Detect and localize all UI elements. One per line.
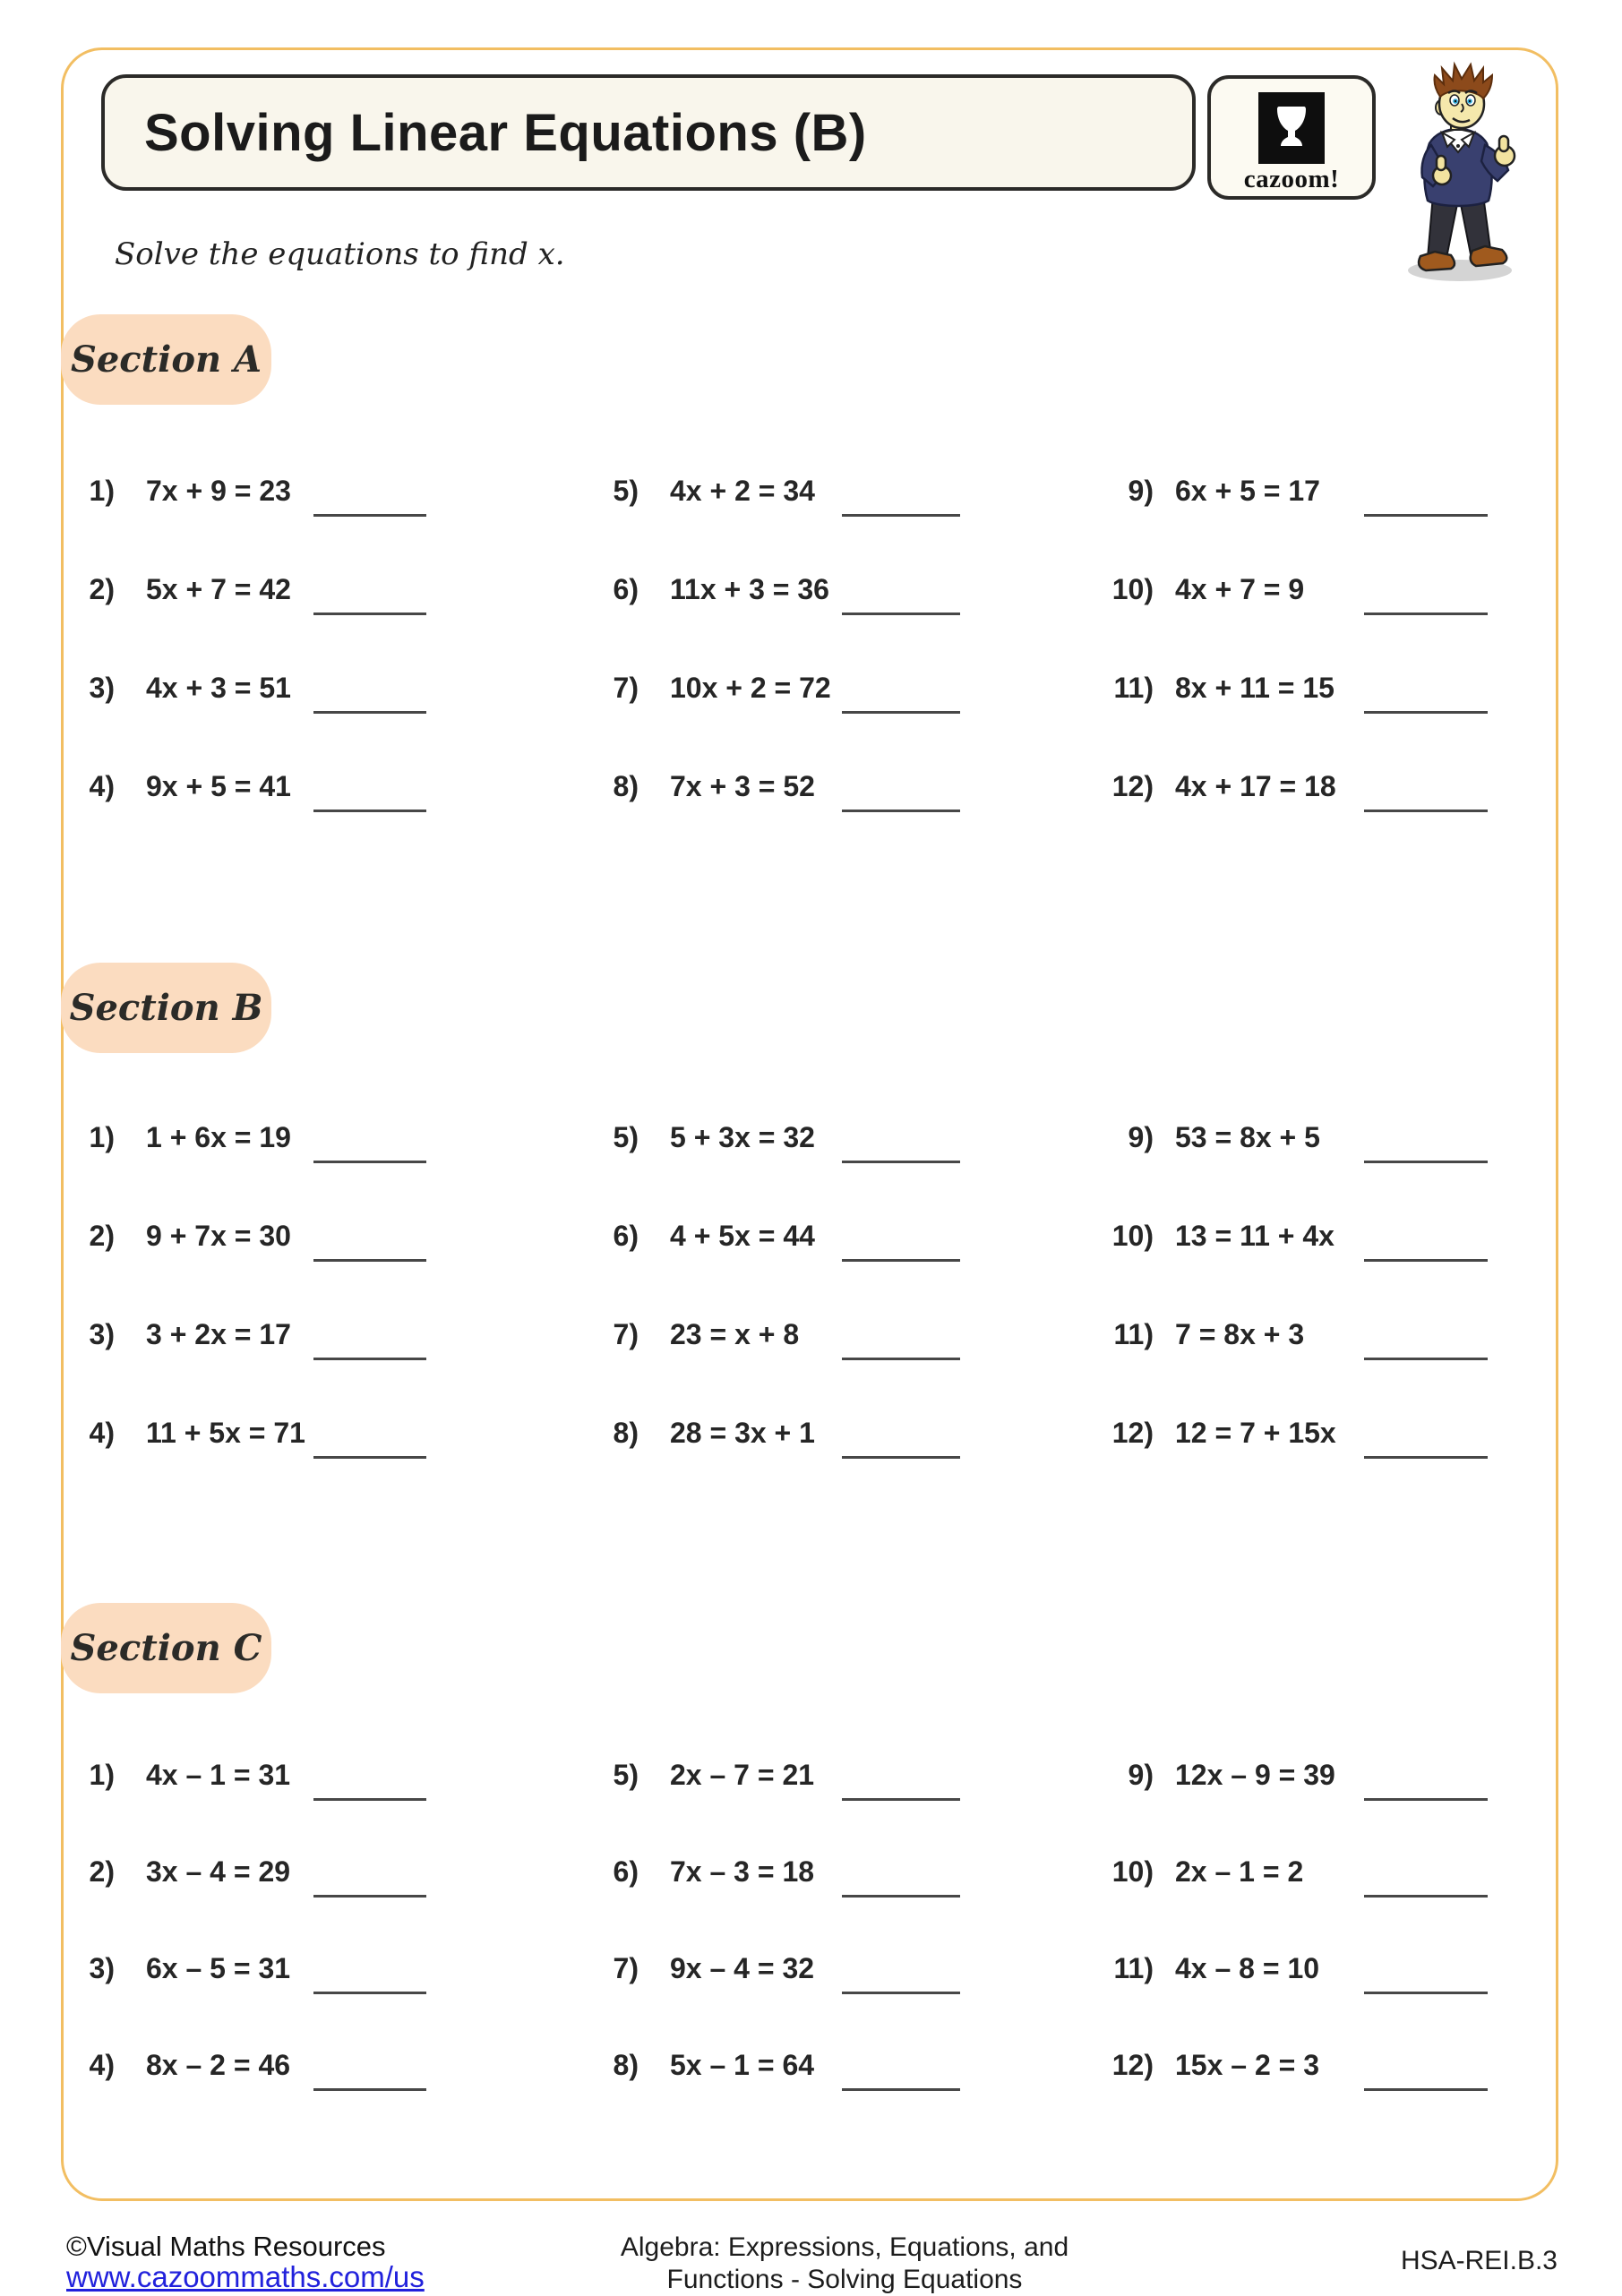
equation-text: 5x + 7 = 42 [146, 573, 291, 605]
item-number: 6) [613, 573, 639, 605]
equation-text: 4x + 7 = 9 [1175, 573, 1305, 605]
answer-blank[interactable] [842, 1798, 960, 1801]
equation-text: 3 + 2x = 17 [146, 1318, 291, 1350]
item-number: 5) [613, 1121, 639, 1153]
answer-blank[interactable] [842, 810, 960, 812]
equation-text: 9 + 7x = 30 [146, 1220, 291, 1252]
cazoom-website-link[interactable]: www.cazoommaths.com/us [66, 2260, 425, 2293]
answer-blank[interactable] [842, 1259, 960, 1262]
equation-text: 4x + 3 = 51 [146, 672, 291, 704]
equation-text: 7x + 9 = 23 [146, 475, 291, 507]
copyright-text: ©Visual Maths Resources [66, 2231, 386, 2262]
item-number: 7) [613, 1318, 639, 1350]
item-number: 2) [89, 573, 115, 605]
item-number: 10) [1111, 1220, 1154, 1252]
equation-text: 6x – 5 = 31 [146, 1952, 291, 1984]
equation-text: 5 + 3x = 32 [670, 1121, 815, 1153]
answer-blank[interactable] [313, 2088, 426, 2091]
equation-text: 15x – 2 = 3 [1175, 2049, 1320, 2081]
answer-blank[interactable] [1364, 711, 1488, 714]
answer-blank[interactable] [842, 2088, 960, 2091]
cazoom-logo-text: cazoom! [1243, 165, 1340, 193]
answer-blank[interactable] [842, 613, 960, 615]
item-number: 4) [89, 1417, 115, 1449]
answer-blank[interactable] [1364, 1161, 1488, 1163]
item-number: 7) [613, 672, 639, 704]
equation-text: 3x – 4 = 29 [146, 1855, 291, 1888]
item-number: 9) [1128, 1121, 1154, 1153]
answer-blank[interactable] [313, 1456, 426, 1459]
equation-item [0, 469, 1622, 512]
equation-text: 4x + 17 = 18 [1175, 770, 1336, 802]
item-number: 7) [613, 1952, 639, 1984]
answer-blank[interactable] [1364, 2088, 1488, 2091]
section-a-label: Section A [61, 314, 271, 405]
item-number: 1) [89, 1121, 115, 1153]
item-number: 12) [1111, 770, 1154, 802]
equation-text: 53 = 8x + 5 [1175, 1121, 1320, 1153]
equation-text: 6x + 5 = 17 [1175, 475, 1320, 507]
answer-blank[interactable] [313, 1798, 426, 1801]
cazoom-boy-character [1395, 61, 1521, 285]
equation-text: 13 = 11 + 4x [1175, 1220, 1335, 1252]
equation-item [0, 1313, 1622, 1356]
answer-blank[interactable] [842, 1992, 960, 1994]
equation-text: 11 + 5x = 71 [146, 1417, 305, 1449]
item-number: 9) [1128, 1759, 1154, 1791]
answer-blank[interactable] [1364, 1992, 1488, 1994]
item-number: 11) [1113, 1318, 1154, 1350]
item-number: 8) [613, 770, 639, 802]
section-c-label: Section C [61, 1603, 271, 1693]
item-number: 8) [613, 2049, 639, 2081]
equation-text: 12x – 9 = 39 [1175, 1759, 1335, 1791]
answer-blank[interactable] [1364, 1456, 1488, 1459]
item-number: 1) [89, 475, 115, 507]
footer-topic [486, 2232, 1203, 2296]
answer-blank[interactable] [313, 514, 426, 517]
answer-blank[interactable] [313, 810, 426, 812]
equation-text: 2x – 1 = 2 [1175, 1855, 1304, 1888]
title-box [101, 74, 1196, 191]
standard-code: HSA-REI.B.3 [1400, 2246, 1558, 2275]
equation-text: 9x – 4 = 32 [670, 1952, 815, 1984]
item-number: 11) [1113, 672, 1154, 704]
item-number: 12) [1111, 2049, 1154, 2081]
section-b-label: Section B [61, 963, 271, 1053]
equation-text: 8x + 11 = 15 [1175, 672, 1335, 704]
cazoom-goblet-icon [1258, 92, 1325, 164]
item-number: 4) [89, 2049, 115, 2081]
item-number: 6) [613, 1855, 639, 1888]
item-number: 4) [89, 770, 115, 802]
item-number: 5) [613, 475, 639, 507]
answer-blank[interactable] [313, 1161, 426, 1163]
equation-item [0, 1947, 1622, 1990]
page-title: Solving Linear Equations (B) [144, 103, 867, 162]
answer-blank[interactable] [842, 1358, 960, 1360]
equation-item [0, 666, 1622, 709]
equation-item [0, 1850, 1622, 1893]
equation-text: 7x – 3 = 18 [670, 1855, 815, 1888]
equation-text: 7 = 8x + 3 [1175, 1318, 1305, 1350]
equation-text: 7x + 3 = 52 [670, 770, 815, 802]
footer-topic-line2: Functions - Solving Equations [666, 2265, 1023, 2294]
answer-blank[interactable] [842, 711, 960, 714]
equation-text: 28 = 3x + 1 [670, 1417, 815, 1449]
equation-text: 2x – 7 = 21 [670, 1759, 815, 1791]
equation-text: 4x – 8 = 10 [1175, 1952, 1320, 1984]
instruction-text: Solve the equations to find x. [115, 236, 565, 272]
item-number: 12) [1111, 1417, 1154, 1449]
item-number: 1) [89, 1759, 115, 1791]
item-number: 3) [89, 1318, 115, 1350]
equation-item [0, 568, 1622, 611]
answer-blank[interactable] [842, 1895, 960, 1898]
item-number: 3) [89, 672, 115, 704]
answer-blank[interactable] [313, 1992, 426, 1994]
equation-item [0, 765, 1622, 808]
answer-blank[interactable] [1364, 613, 1488, 615]
item-number: 10) [1111, 573, 1154, 605]
item-number: 3) [89, 1952, 115, 1984]
answer-blank[interactable] [1364, 810, 1488, 812]
item-number: 9) [1128, 475, 1154, 507]
answer-blank[interactable] [313, 613, 426, 615]
answer-blank[interactable] [842, 514, 960, 517]
footer-left [66, 2232, 425, 2293]
footer-topic-line1: Algebra: Expressions, Equations, and [620, 2232, 1069, 2262]
item-number: 2) [89, 1855, 115, 1888]
equation-text: 4x – 1 = 31 [146, 1759, 291, 1791]
answer-blank[interactable] [313, 711, 426, 714]
cazoom-logo [1207, 75, 1376, 200]
equation-item [0, 1411, 1622, 1454]
equation-text: 5x – 1 = 64 [670, 2049, 815, 2081]
item-number: 8) [613, 1417, 639, 1449]
equation-item [0, 1214, 1622, 1257]
equation-text: 1 + 6x = 19 [146, 1121, 291, 1153]
equation-text: 4 + 5x = 44 [670, 1220, 815, 1252]
answer-blank[interactable] [313, 1259, 426, 1262]
equation-text: 23 = x + 8 [670, 1318, 800, 1350]
equation-item [0, 1116, 1622, 1159]
item-number: 2) [89, 1220, 115, 1252]
equation-text: 9x + 5 = 41 [146, 770, 291, 802]
answer-blank[interactable] [1364, 1259, 1488, 1262]
equation-text: 12 = 7 + 15x [1175, 1417, 1336, 1449]
equation-item [0, 2043, 1622, 2086]
item-number: 6) [613, 1220, 639, 1252]
equation-text: 4x + 2 = 34 [670, 475, 815, 507]
item-number: 10) [1111, 1855, 1154, 1888]
answer-blank[interactable] [842, 1456, 960, 1459]
answer-blank[interactable] [313, 1895, 426, 1898]
equation-text: 11x + 3 = 36 [670, 573, 829, 605]
answer-blank[interactable] [1364, 1798, 1488, 1801]
answer-blank[interactable] [842, 1161, 960, 1163]
answer-blank[interactable] [313, 1358, 426, 1360]
item-number: 5) [613, 1759, 639, 1791]
answer-blank[interactable] [1364, 1358, 1488, 1360]
item-number: 11) [1113, 1952, 1154, 1984]
equation-text: 8x – 2 = 46 [146, 2049, 291, 2081]
answer-blank[interactable] [1364, 514, 1488, 517]
equation-text: 10x + 2 = 72 [670, 672, 831, 704]
answer-blank[interactable] [1364, 1895, 1488, 1898]
equation-item [0, 1753, 1622, 1796]
